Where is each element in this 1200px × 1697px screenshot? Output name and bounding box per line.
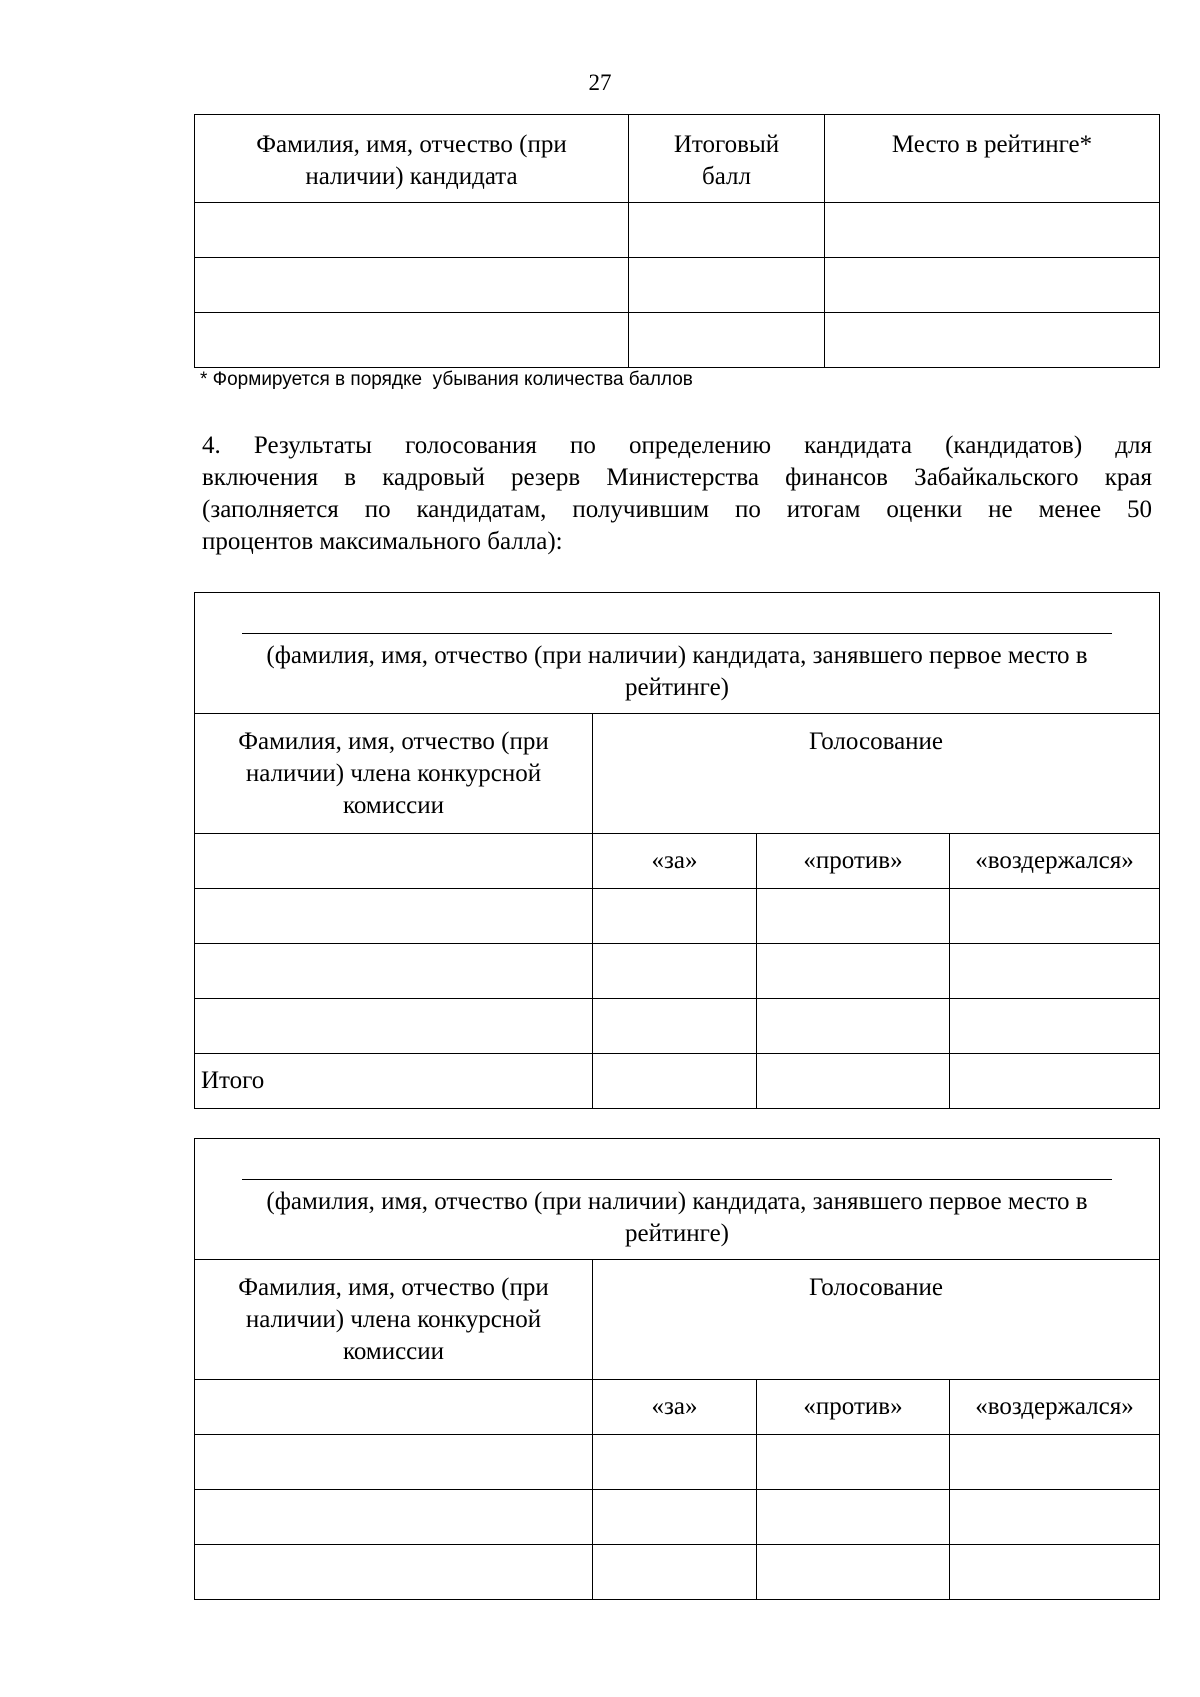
rating-table-header	[195, 115, 1160, 203]
options-row	[195, 834, 1160, 889]
candidate-caption: (фамилия, имя, отчество (при наличии) кандидата, занявшего первое место в рейтинге)	[266, 642, 1088, 701]
table-cell[interactable]	[593, 1054, 757, 1109]
header-candidate-name: Фамилия, имя, отчество (при наличии) кандидата	[195, 115, 629, 203]
table-cell[interactable]	[593, 1545, 757, 1600]
header-voting: Голосование	[593, 1260, 1160, 1380]
option-against: «против»	[757, 1380, 950, 1435]
voting-header-row	[195, 1260, 1160, 1380]
table-row	[195, 203, 1160, 258]
table-cell[interactable]	[195, 203, 629, 258]
table-row	[195, 313, 1160, 368]
header-total-score: Итоговый балл	[629, 115, 825, 203]
paragraph-line: (заполняется по кандидатам, получившим по итогам оценки не менее 50	[202, 496, 1152, 523]
table-row	[195, 1490, 1160, 1545]
candidate-row	[195, 1139, 1160, 1260]
voting-header-row	[195, 714, 1160, 834]
table-cell[interactable]	[950, 944, 1160, 999]
options-row	[195, 1380, 1160, 1435]
table-cell[interactable]	[825, 258, 1160, 313]
fill-in-line	[242, 633, 1112, 634]
table-cell[interactable]	[593, 999, 757, 1054]
table-cell[interactable]	[195, 999, 593, 1054]
header-voting: Голосование	[593, 714, 1160, 834]
table-row	[195, 258, 1160, 313]
table-cell[interactable]	[757, 1490, 950, 1545]
page-number: 27	[588, 70, 612, 95]
footnote: * Формируется в порядке убывания количества баллов	[200, 369, 693, 390]
candidate-row	[195, 593, 1160, 714]
table-cell[interactable]	[950, 1054, 1160, 1109]
voting-table-2	[194, 1138, 1160, 1600]
table-cell[interactable]	[593, 944, 757, 999]
table-row	[195, 1545, 1160, 1600]
header-rating-place: Место в рейтинге*	[825, 115, 1160, 203]
paragraph-line: 4. Результаты голосования по определению кандидата (кандидатов) для	[202, 432, 1152, 459]
header-member-name: Фамилия, имя, отчество (при наличии) члена конкурсной комиссии	[195, 714, 593, 834]
table-cell[interactable]	[757, 999, 950, 1054]
candidate-name-field[interactable]	[195, 593, 1160, 714]
table-cell[interactable]	[195, 834, 593, 889]
table-row	[195, 944, 1160, 999]
table-cell[interactable]	[757, 944, 950, 999]
table-cell[interactable]	[950, 889, 1160, 944]
table-cell[interactable]	[195, 1490, 593, 1545]
table-cell[interactable]	[195, 1435, 593, 1490]
table-cell[interactable]	[950, 1545, 1160, 1600]
table-row	[195, 889, 1160, 944]
table-cell[interactable]	[195, 1545, 593, 1600]
table-cell[interactable]	[950, 1435, 1160, 1490]
option-abstained: «воздержался»	[950, 1380, 1160, 1435]
paragraph-line: включения в кадровый резерв Министерства финансов Забайкальского края	[202, 464, 1152, 491]
table-cell[interactable]	[757, 1435, 950, 1490]
total-row	[195, 1054, 1160, 1109]
paragraph-line: процентов максимального балла):	[202, 528, 563, 555]
table-cell[interactable]	[629, 313, 825, 368]
table-cell[interactable]	[757, 889, 950, 944]
table-cell[interactable]	[195, 258, 629, 313]
header-member-name: Фамилия, имя, отчество (при наличии) члена конкурсной комиссии	[195, 1260, 593, 1380]
fill-in-line	[242, 1179, 1112, 1180]
option-abstained: «воздержался»	[950, 834, 1160, 889]
table-cell[interactable]	[825, 203, 1160, 258]
table-cell[interactable]	[629, 258, 825, 313]
table-cell[interactable]	[950, 999, 1160, 1054]
table-cell[interactable]	[593, 889, 757, 944]
candidate-name-field[interactable]	[195, 1139, 1160, 1260]
option-for: «за»	[593, 834, 757, 889]
table-cell[interactable]	[195, 313, 629, 368]
table-cell[interactable]	[593, 1490, 757, 1545]
table-cell[interactable]	[195, 889, 593, 944]
table-cell[interactable]	[593, 1435, 757, 1490]
option-against: «против»	[757, 834, 950, 889]
rating-table	[194, 114, 1160, 368]
table-cell[interactable]	[825, 313, 1160, 368]
voting-table-1	[194, 592, 1160, 1109]
table-cell[interactable]	[757, 1545, 950, 1600]
table-cell[interactable]	[950, 1490, 1160, 1545]
table-row	[195, 1435, 1160, 1490]
candidate-caption: (фамилия, имя, отчество (при наличии) кандидата, занявшего первое место в рейтинге)	[266, 1188, 1088, 1247]
table-cell[interactable]	[195, 944, 593, 999]
section-4-paragraph	[202, 430, 1152, 558]
table-cell[interactable]	[195, 1380, 593, 1435]
table-cell[interactable]	[757, 1054, 950, 1109]
table-row	[195, 999, 1160, 1054]
option-for: «за»	[593, 1380, 757, 1435]
table-cell[interactable]	[629, 203, 825, 258]
total-label: Итого	[195, 1054, 593, 1109]
